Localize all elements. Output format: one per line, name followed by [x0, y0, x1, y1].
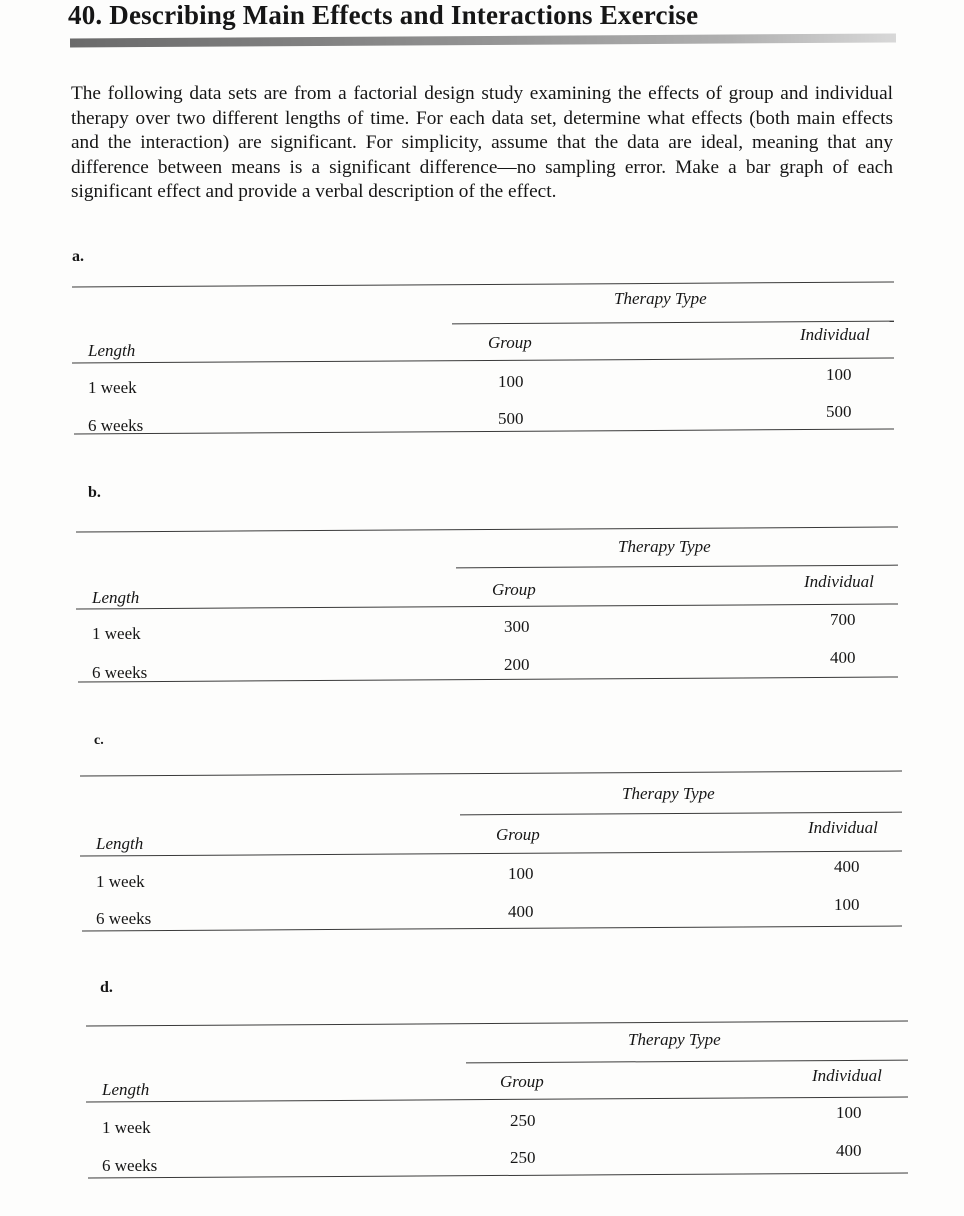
column-header-group: Group	[492, 580, 536, 599]
column-header-group: Group	[488, 333, 532, 352]
table-bottom-rule	[88, 1172, 908, 1178]
spanner-header: Therapy Type	[622, 784, 715, 803]
section-label: d.	[100, 979, 113, 996]
cell-value: 250	[510, 1111, 536, 1130]
spanner-rule	[460, 812, 902, 816]
spanner-rule	[466, 1060, 908, 1064]
cell-value: 400	[836, 1141, 862, 1160]
table-bottom-rule	[82, 925, 902, 931]
spanner-header: Therapy Type	[614, 289, 707, 308]
table-top-rule	[72, 281, 894, 287]
section-a	[72, 248, 898, 478]
row-header: Length	[88, 341, 136, 360]
intro-paragraph: The following data sets are from a factorial design study examining the effects of group and individual therapy over two different lengths of time. For each data set, determine what effects (both main effects and the interaction) are significant. For simplicity, assume that the data are ideal, meaning that any difference between means is a significant difference—no sampling error. Make a bar graph of each significant effect and provide a verbal description of the effect.	[71, 83, 893, 202]
spanner-header: Therapy Type	[618, 537, 711, 556]
row-label: 1 week	[96, 872, 145, 891]
cell-value: 100	[826, 365, 852, 384]
table-bottom-rule	[78, 676, 898, 682]
column-header-individual: Individual	[800, 325, 870, 344]
section-label: a.	[72, 248, 84, 265]
cell-value: 100	[836, 1103, 862, 1122]
column-header-group: Group	[496, 825, 540, 844]
cell-value: 100	[498, 372, 524, 391]
row-header: Length	[102, 1080, 150, 1099]
cell-value: 500	[498, 409, 524, 428]
table-top-rule	[76, 526, 898, 532]
section-c	[80, 733, 906, 963]
column-header-group: Group	[500, 1072, 544, 1091]
cell-value: 400	[508, 902, 534, 921]
cell-value: 200	[504, 655, 530, 674]
spanner-rule	[456, 565, 898, 569]
section-label: b.	[88, 484, 101, 501]
row-label: 6 weeks	[102, 1156, 158, 1175]
table-top-rule	[86, 1020, 908, 1026]
row-header: Length	[92, 588, 140, 607]
table-bottom-rule	[74, 428, 894, 434]
cell-value: 500	[826, 402, 852, 421]
row-label: 6 weeks	[88, 416, 144, 435]
column-header-individual: Individual	[804, 572, 874, 591]
cell-value: 250	[510, 1148, 536, 1167]
section-d	[86, 979, 912, 1209]
row-label: 1 week	[92, 624, 141, 643]
cell-value: 400	[830, 648, 856, 667]
spanner-rule	[452, 321, 894, 325]
header-rule	[80, 850, 902, 856]
header-rule	[72, 357, 894, 363]
row-header: Length	[96, 834, 144, 853]
header-rule	[86, 1096, 908, 1102]
cell-value: 300	[504, 617, 530, 636]
row-label: 6 weeks	[96, 909, 152, 928]
section-b	[76, 484, 902, 714]
header-rule	[76, 603, 898, 609]
cell-value: 400	[834, 857, 860, 876]
row-label: 6 weeks	[92, 663, 148, 682]
title-rule	[70, 33, 896, 47]
cell-value: 100	[508, 864, 534, 883]
page-title: 40. Describing Main Effects and Interactions Exercise	[68, 0, 699, 30]
cell-value: 700	[830, 610, 856, 629]
spanner-header: Therapy Type	[628, 1030, 721, 1049]
section-label: c.	[94, 733, 104, 748]
row-label: 1 week	[102, 1118, 151, 1137]
table-top-rule	[80, 770, 902, 776]
cell-value: 100	[834, 895, 860, 914]
column-header-individual: Individual	[812, 1066, 882, 1085]
row-label: 1 week	[88, 378, 137, 397]
column-header-individual: Individual	[808, 818, 878, 837]
